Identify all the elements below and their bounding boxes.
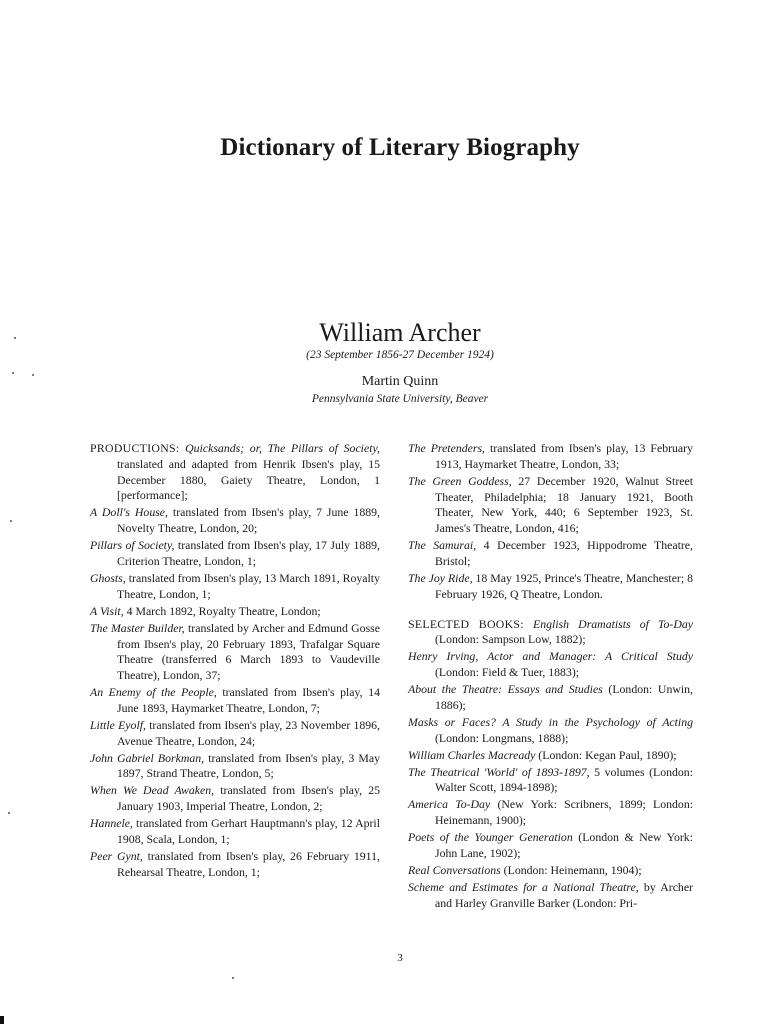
book-title-item: America To-Day: [408, 797, 491, 812]
scan-speck: [232, 977, 234, 979]
production-entry: [90, 604, 380, 620]
book-title-item: Masks or Faces? A Study in the Psychology of Acting: [408, 714, 693, 729]
book-details: (London: Kegan Paul, 1890);: [535, 747, 677, 762]
book-title-item: The Theatrical 'World' of 1893-1897,: [408, 764, 590, 779]
work-title: The Samurai,: [408, 538, 477, 553]
production-entry: [90, 816, 380, 848]
subject-life-dates: (23 September 1856-27 December 1924): [306, 349, 494, 361]
book-title: Dictionary of Literary Biography: [220, 134, 580, 161]
work-title: When We Dead Awaken,: [90, 783, 215, 798]
scan-speck: [10, 520, 12, 522]
work-details: translated from Ibsen's play, 7 June 1889, Novelty Theatre, London, 20;: [117, 505, 380, 536]
book-title-item: Henry Irving, Actor and Manager: A Critical Study: [408, 649, 693, 664]
work-details: translated and adapted from Henrik Ibsen's play, 15 December 1880, Gaiety Theatre, London, 1 [performance];: [117, 456, 380, 503]
scan-speck: [8, 812, 10, 814]
production-entry: [90, 718, 380, 750]
work-title: The Master Builder,: [90, 620, 185, 635]
work-details: 18 May 1925, Prince's Theatre, Manchester; 8 February 1926, Q Theatre, London.: [435, 570, 693, 601]
book-entry: [408, 830, 693, 862]
production-entry: [90, 621, 380, 684]
production-entry: [408, 441, 693, 473]
work-title: A Visit,: [90, 603, 124, 618]
work-details: translated from Ibsen's play, 3 May 1897, Strand Theatre, London, 5;: [117, 750, 380, 781]
work-details: translated from Ibsen's play, 23 November 1896, Avenue Theatre, London, 24;: [117, 717, 381, 748]
production-entry: [90, 783, 380, 815]
book-entry: [408, 765, 693, 797]
productions-label: PRODUCTIONS:: [90, 441, 180, 455]
production-entry: [408, 571, 693, 603]
book-details: (London: Longmans, 1888);: [435, 730, 569, 745]
page-number: 3: [397, 952, 403, 964]
work-title: A Doll's House,: [90, 505, 168, 520]
work-details: translated from Ibsen's play, 14 June 1893, Haymarket Theatre, London, 7;: [117, 685, 380, 715]
production-entry: [90, 751, 380, 783]
selected-books-label: SELECTED BOOKS:: [408, 616, 524, 631]
work-title: Quicksands; or, The Pillars of Society,: [185, 441, 381, 455]
work-details: translated from Ibsen's play, 25 January 1903, Imperial Theatre, London, 2;: [117, 783, 381, 814]
production-entry: [90, 571, 380, 603]
work-details: 4 December 1923, Hippodrome Theatre, Bristol;: [435, 538, 693, 568]
book-title-item: English Dramatists of To-Day: [533, 616, 693, 631]
work-title: Peer Gynt,: [90, 848, 143, 863]
work-title: Ghosts,: [90, 570, 126, 585]
work-details: translated from Ibsen's play, 13 March 1891, Royalty Theatre, London, 1;: [117, 570, 380, 601]
scan-edge-mark: [0, 1016, 4, 1024]
essay-subject-name: William Archer: [319, 318, 481, 347]
work-details: translated from Ibsen's play, 13 February 1913, Haymarket Theatre, London, 33;: [435, 441, 693, 471]
scan-speck: [14, 337, 16, 339]
work-title: Pillars of Society,: [90, 538, 175, 553]
work-details: translated from Ibsen's play, 17 July 1889, Criterion Theatre, London, 1;: [117, 538, 380, 568]
work-title: An Enemy of the People,: [90, 685, 217, 700]
work-details: translated from Gerhart Hauptmann's play, 12 April 1908, Scala, London, 1;: [117, 816, 380, 846]
work-title: The Green Goddess,: [408, 473, 512, 488]
book-entry: [408, 797, 693, 829]
book-entry: [408, 682, 693, 714]
left-column: [90, 441, 380, 882]
book-details: by Archer and Harley Granville Barker (London: Pri-: [435, 879, 693, 910]
book-title-item: William Charles Macready: [408, 747, 536, 762]
production-entry: [90, 505, 380, 537]
work-title: Hannele,: [90, 816, 133, 831]
book-title-item: Real Conversations: [408, 862, 501, 877]
book-title-item: Scheme and Estimates for a National Theatre,: [408, 879, 639, 894]
essay-author-affiliation: Pennsylvania State University, Beaver: [311, 393, 489, 405]
book-details: (New York: Scribners, 1899; London: Heinemann, 1900);: [435, 797, 693, 828]
production-entry: [90, 441, 380, 504]
work-title: John Gabriel Borkman,: [90, 750, 205, 765]
production-entry: [408, 538, 693, 570]
work-details: 27 December 1920, Walnut Street Theater, Philadelphia; 18 January 1921, Booth Theater, New York, 440; 6 September 1923, St. James's Theatre, London, 416;: [435, 473, 693, 536]
book-title-item: Poets of the Younger Generation: [408, 830, 573, 845]
book-entry: [408, 863, 693, 879]
book-title-item: About the Theatre: Essays and Studies: [408, 682, 603, 697]
book-details: (London: Unwin, 1886);: [435, 682, 693, 712]
book-entry: [408, 880, 693, 912]
scan-speck: [32, 374, 34, 376]
work-details: translated by Archer and Edmund Gosse from Ibsen's play, 20 February 1893, Trafalgar Square Theatre (transferred 6 March 1893 to Vaudeville Theatre), London, 37;: [117, 620, 380, 683]
book-details: (London: Heinemann, 1904);: [500, 862, 642, 877]
book-details: (London: Sampson Low, 1882);: [435, 632, 586, 647]
book-entry: [408, 617, 693, 649]
work-details: 4 March 1892, Royalty Theatre, London;: [123, 603, 321, 618]
work-details: translated from Ibsen's play, 26 February 1911, Rehearsal Theatre, London, 1;: [117, 848, 380, 879]
work-title: The Joy Ride,: [408, 570, 473, 585]
production-entry: [90, 849, 380, 881]
production-entry: [90, 685, 380, 717]
production-entry: [90, 538, 380, 570]
book-entry: [408, 748, 693, 764]
scan-speck: [12, 372, 14, 374]
work-title: The Pretenders,: [408, 441, 485, 455]
book-entry: [408, 649, 693, 681]
book-details: (London & New York: John Lane, 1902);: [435, 830, 693, 860]
essay-author: Martin Quinn: [361, 374, 439, 389]
work-title: Little Eyolf,: [90, 717, 146, 732]
right-column: [408, 441, 693, 913]
production-entry: [408, 474, 693, 537]
book-details: 5 volumes (London: Walter Scott, 1894-1898);: [435, 764, 693, 795]
book-details: (London: Field & Tuer, 1883);: [435, 665, 580, 680]
book-entry: [408, 715, 693, 747]
